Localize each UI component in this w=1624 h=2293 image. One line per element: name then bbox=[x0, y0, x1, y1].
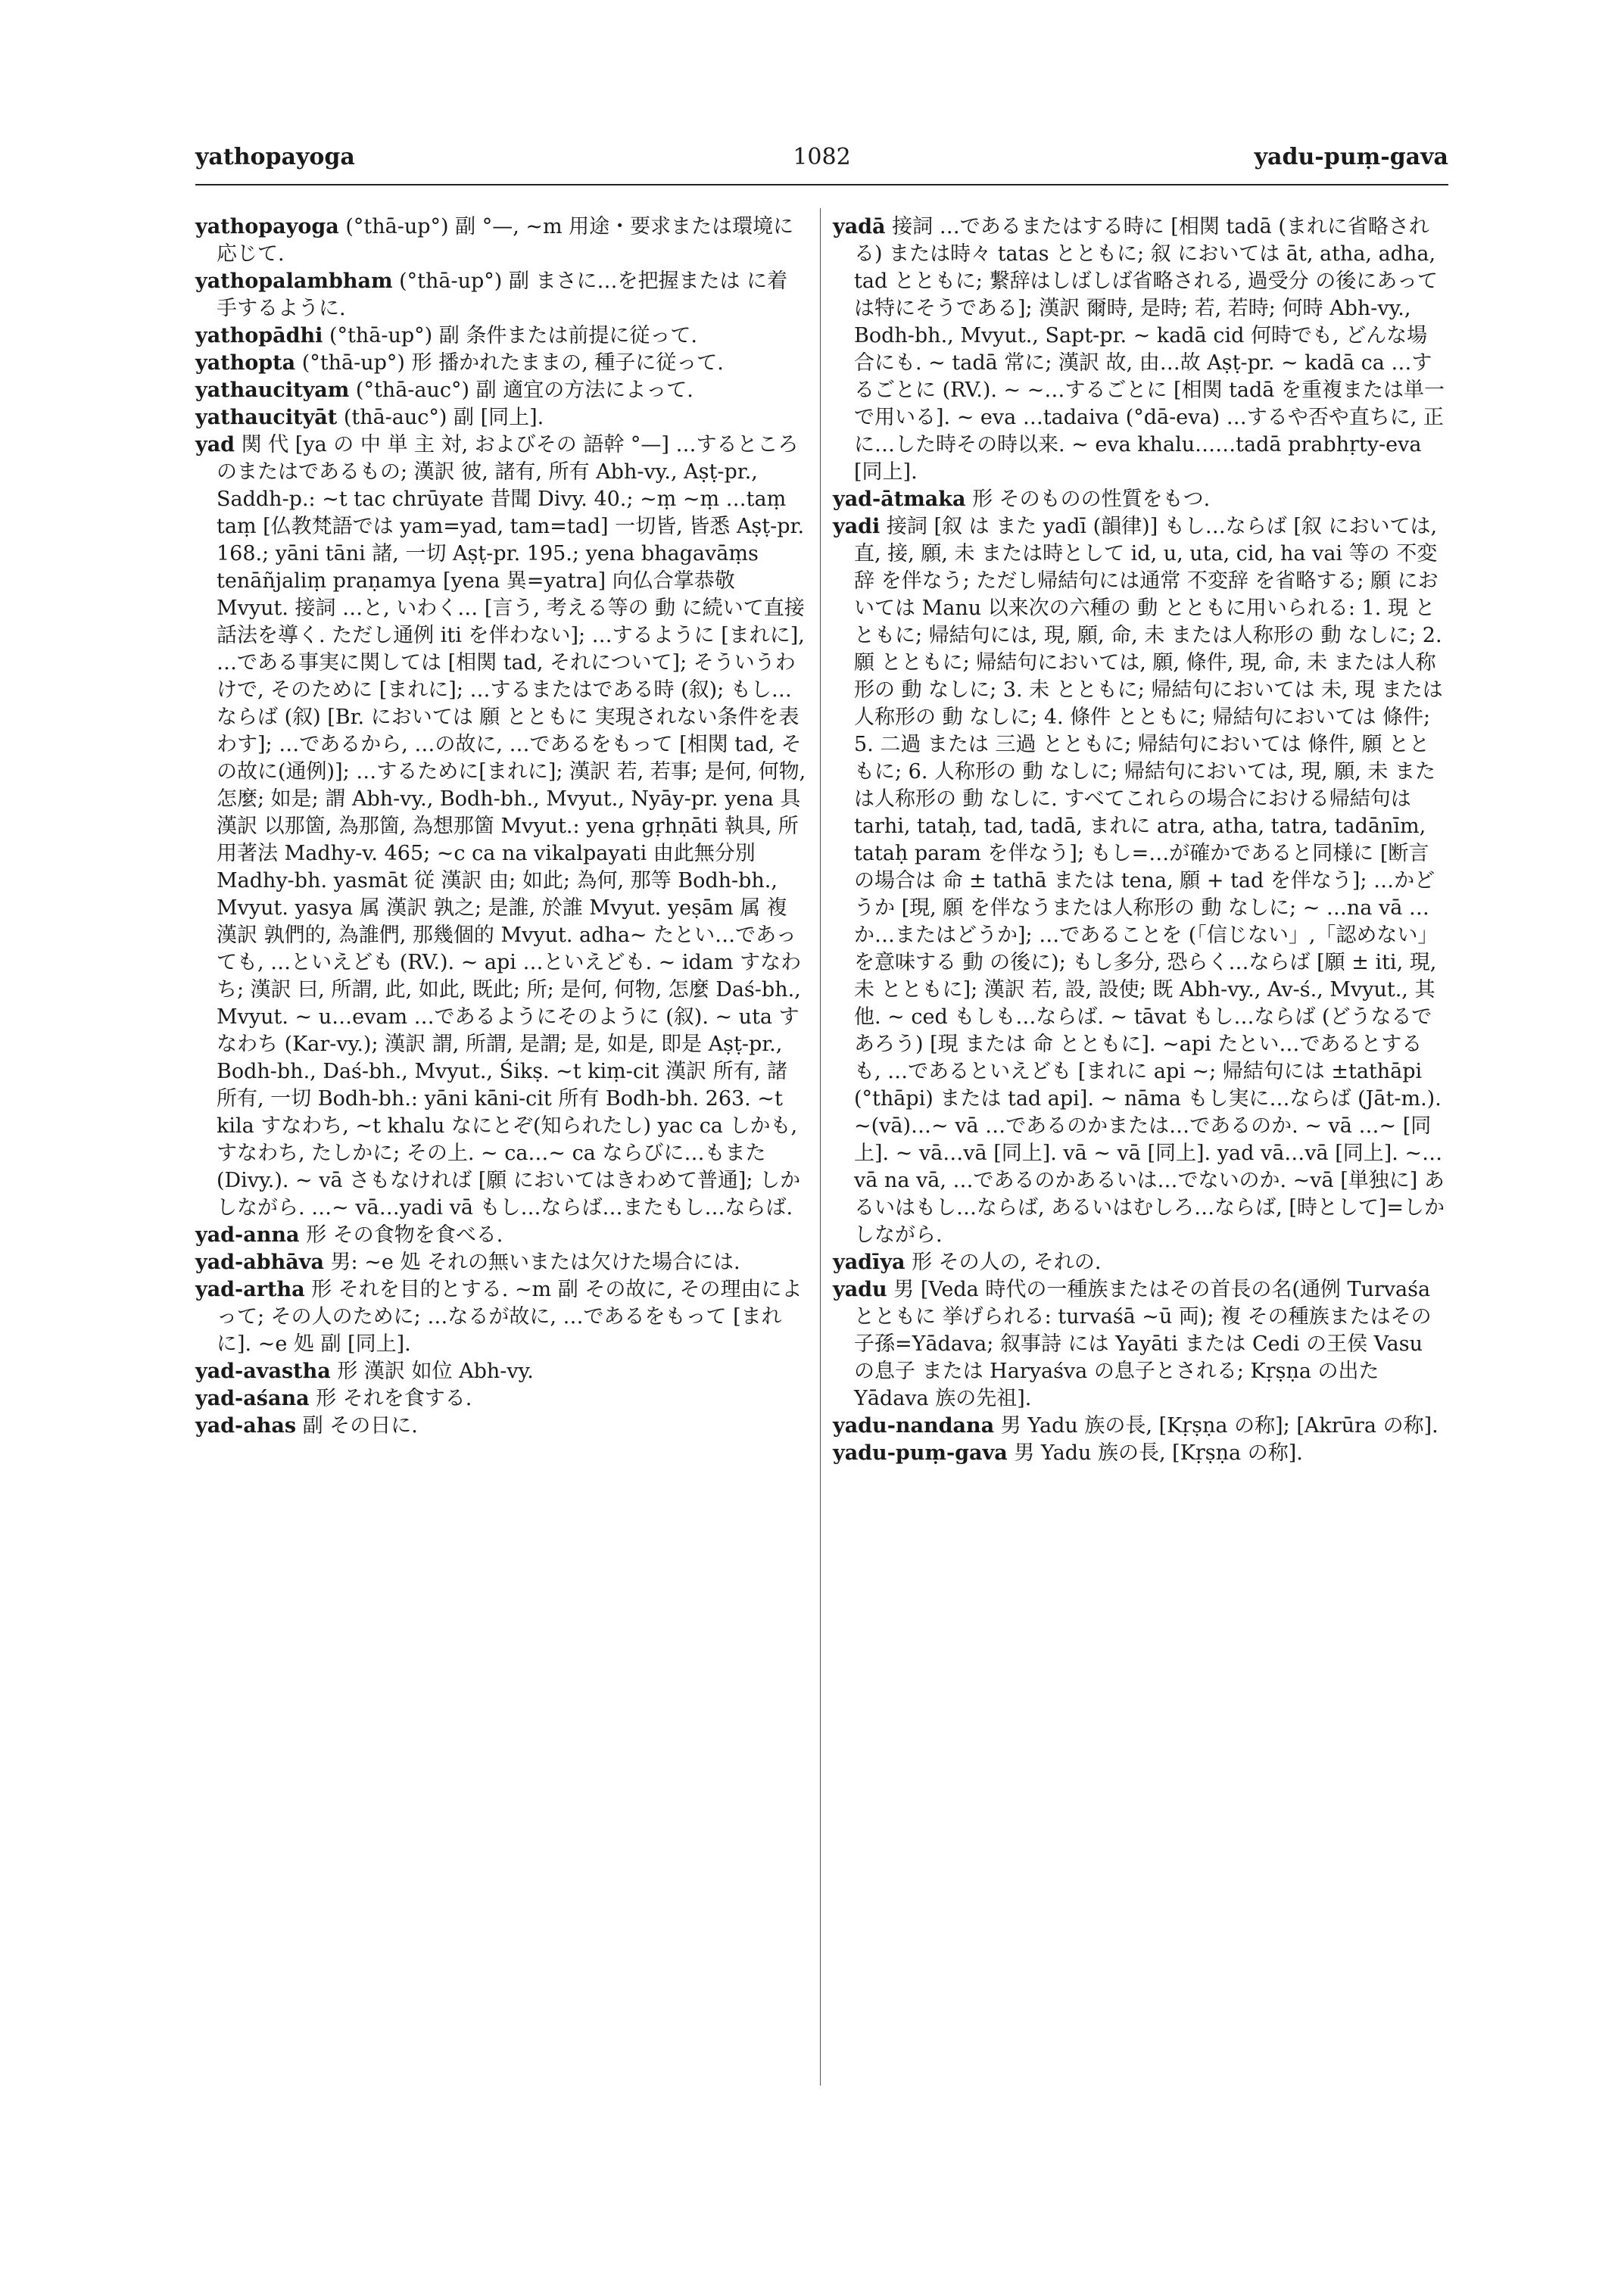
dictionary-entry bbox=[195, 1358, 807, 1385]
right-column bbox=[833, 213, 1448, 1467]
dictionary-entry bbox=[195, 322, 807, 350]
entry-headword: yad-ahas bbox=[195, 1414, 297, 1438]
dictionary-entry bbox=[833, 486, 1448, 513]
entry-definition: 男: ~e 処 それの無いまたは欠けた場合には. bbox=[323, 1251, 740, 1274]
entry-headword: yathaucityam bbox=[195, 379, 350, 402]
entry-definition: 関 代 [ya の 中 単 主 対, およびその 語幹 °—] …するところのまたはであるもの; 漢訳 彼, 諸有, 所有 Abh-vy., Aṣṭ-pr., Saddh-p.: ~t tac chrūyate 昔聞 Divy. 40.; ~ṃ ~ṃ …taṃ taṃ [仏教梵語では yam=yad, tam=tad] 一切皆, 皆悉 Aṣṭ-pr. 168.; yāni tāni 諸, 一切 Aṣṭ-pr. 195.; yena bhagavāṃs tenāñjaliṃ praṇamya [yena 異=yatra] 向仏合掌恭敬 Mvyut. 接詞 …と, いわく… [言う, 考える等の 動 に続いて直接話法を導く. ただし通例 iti を伴わない]; …するように [まれに], …である事実に関しては [相関 tad, それについて]; そういうわけで, そのために [まれに]; …するまたはである時 (叙); もし…ならば (叙) [Br. においては 願 とともに 実現されない条件を表わす]; …であるから, …の故に, …であるをもって [相関 tad, その故に(通例)]; …するために[まれに]; 漢訳 若, 若事; 是何, 何物, 怎麼; 如是; 謂 Abh-vy., Bodh-bh., Mvyut., Nyāy-pr. yena 具 漢訳 以那箇, 為那箇, 為想那箇 Mvyut.: yena gṛhṇāti 執具, 所用著法 Madhy-v. 465; ~c ca na vikalpayati 由此無分別 Madhy-bh. yasmāt 従 漢訳 由; 如此; 為何, 那等 Bodh-bh., Mvyut. yasya 属 漢訳 孰之; 是誰, 於誰 Mvyut. yeṣām 属 複 漢訳 孰們的, 為誰們, 那幾個的 Mvyut. adha~ たとい…であっても, …といえども (RV.). ~ api …といえども. ~ idam すなわち; 漢訳 曰, 所謂, 此, 如此, 既此; 所; 是何, 何物, 怎麼 Daś-bh., Mvyut. ~ u…evam …であるようにそのように (叙). ~ uta すなわち (Kar-vy.); 漢訳 謂, 所謂, 是謂; 是, 如是, 即是 Aṣṭ-pr., Bodh-bh., Daś-bh., Mvyut., Śikṣ. ~t kiṃ-cit 漢訳 所有, 諸所有, 一切 Bodh-bh.: yāni kāni-cit 所有 Bodh-bh. 263. ~t kila すなわち, ~t khalu なにとぞ(知られたし) yac ca しかも, すなわち, たしかに; その上. ~ ca…~ ca ならびに…もまた (Divy.). ~ vā さもなければ [願 においてはきわめて普通]; しかしながら. …~ vā…yadi vā もし…ならば…またもし…ならば. bbox=[217, 433, 806, 1220]
entry-headword: yadā bbox=[833, 215, 886, 238]
entry-headword: yathopta bbox=[195, 351, 296, 375]
dictionary-entry bbox=[195, 1249, 807, 1276]
entry-definition: (°thā-up°) 形 播かれたままの, 種子に従って. bbox=[295, 351, 724, 375]
dictionary-entry bbox=[195, 1385, 807, 1413]
entry-definition: (thā-auc°) 副 [同上]. bbox=[337, 406, 544, 429]
entry-headword: yathopalambham bbox=[195, 269, 393, 293]
entry-headword: yathopādhi bbox=[195, 324, 323, 347]
entry-definition: 接詞 [叙 は また yadī (韻律)] もし…ならば [叙 においては, 直, 接, 願, 未 または時として id, u, uta, cid, ha vai 等の 不変辞 を伴なう; ただし帰結句には通常 不変辞 を省略する; 願 においては Manu 以来次の六種の 動 とともに用いられる: 1. 現 とともに; 帰結句には, 現, 願, 命, 未 または人称形の 動 なしに; 2. 願 とともに; 帰結句においては, 願, 條件, 現, 命, 未 または人称形の 動 なしに; 3. 未 とともに; 帰結句においては 未, 現 または人称形の 動 なしに; 4. 條件 とともに; 帰結句においては 條件; 5. 二過 または 三過 とともに; 帰結句においては 條件, 願 とともに; 6. 人称形の 動 なしに; 帰結句においては, 現, 願, 未 または人称形の 動 なしに. すべてこれらの場合における帰結句は tarhi, tataḥ, tad, tadā, まれに atra, atha, tatra, tadānīm, tataḥ param を伴なう]; もし=…が確かであると同様に [断言の場合は 命 ± tathā または tena, 願 + tad を伴なう]; …かどうか [現, 願 を伴なうまたは人称形の 動 なしに; ~ …na vā …か…またはどうか]; …であることを (「信じない」,「認めない」を意味する 動 の後に); もし多分, 恐らく…ならば [願 ± iti, 現, 未 とともに]; 漢訳 若, 設, 設使; 既 Abh-vy., Av-ś., Mvyut., 其他. ~ ced もしも…ならば. ~ tāvat もし…ならば (どうなるであろう) [現 または 命 とともに]. ~api たとい…であるとするも, …であるといえども [まれに api ~; 帰結句には ±tathāpi (°thāpi) または tad api]. ~ nāma もし実に…ならば (Jāt-m.). ~(vā)…~ vā …であるのかまたは…であるのか. ~ vā …~ [同上]. ~ vā…vā [同上]. vā ~ vā [同上]. yad vā…vā [同上]. ~…vā na vā, …であるのかあるいは…でないのか. ~vā [単独に] あるいはもし…ならば, あるいはむしろ…ならば, [時として]=しかしながら. bbox=[854, 515, 1445, 1247]
entry-headword: yadu bbox=[833, 1278, 887, 1301]
dictionary-entry bbox=[195, 431, 807, 1222]
entry-headword: yathaucityāt bbox=[195, 406, 338, 429]
dictionary-entry bbox=[833, 1276, 1448, 1413]
entry-definition: (°thā-up°) 副 条件または前提に従って. bbox=[323, 324, 697, 347]
dictionary-entry bbox=[195, 377, 807, 404]
dictionary-entry bbox=[195, 350, 807, 377]
page-number: 1082 bbox=[793, 144, 851, 170]
entry-definition: 形 それを食する. bbox=[309, 1387, 472, 1410]
entry-headword: yadu-nandana bbox=[833, 1414, 995, 1438]
entry-headword: yad-anna bbox=[195, 1223, 300, 1247]
entry-headword: yad-abhāva bbox=[195, 1251, 324, 1274]
entry-definition: 副 その日に. bbox=[296, 1414, 418, 1438]
dictionary-entry bbox=[833, 1413, 1448, 1440]
entry-definition: 形 漢訳 如位 Abh-vy. bbox=[330, 1360, 534, 1383]
dictionary-entry bbox=[195, 1276, 807, 1358]
entry-definition: (°thā-up°) 副 まさに…を把握または に着手するように. bbox=[217, 269, 788, 320]
dictionary-entry bbox=[195, 1413, 807, 1440]
entry-headword: yad-avastha bbox=[195, 1360, 331, 1383]
page-header bbox=[195, 144, 1448, 189]
entry-definition: (°thā-up°) 副 °—, ~m 用途・要求または環境に応じて. bbox=[217, 215, 794, 266]
entry-definition: 接詞 …であるまたはする時に [相関 tadā (まれに省略される) または時々 tatas とともに; 叙 においては āt, atha, adha, tad とともに; 繋辞はしばしば省略される, 過受分 の後にあっては特にそうである]; 漢訳 爾時, 是時; 若, 若時; 何時 Abh-vy., Bodh-bh., Mvyut., Sapt-pr. ~ kadā cid 何時でも, どんな場合にも. ~ tadā 常に; 漢訳 故, 由…故 Aṣṭ-pr. ~ kadā ca …するごとに (RV.). ~ ~…するごとに [相関 tadā を重複または単一で用いる]. ~ eva …tadaiva (°dā-eva) …するや否や直ちに, 正に…した時その時以来. ~ eva khalu……tadā prabhṛty-eva [同上]. bbox=[854, 215, 1445, 484]
entry-definition: 男 Yadu 族の長, [Kṛṣṇa の称]. bbox=[1007, 1441, 1303, 1465]
dictionary-entry bbox=[833, 213, 1448, 486]
header-first-headword: yathopayoga bbox=[195, 144, 355, 170]
entry-headword: yad-ātmaka bbox=[833, 488, 966, 511]
entry-definition: 男 [Veda 時代の一種族またはその首長の名(通例 Turvaśa とともに 挙げられる: turvaśā ~ū 両); 複 その種族またはその子孫=Yādava; 叙事詩 には Yayāti または Cedi の王侯 Vasu の息子 または Haryaśva の息子とされる; Kṛṣṇa の出た Yādava 族の先祖]. bbox=[854, 1278, 1432, 1410]
dictionary-entry bbox=[195, 1222, 807, 1249]
entry-headword: yad bbox=[195, 433, 235, 456]
dictionary-entry bbox=[195, 268, 807, 322]
entry-definition: (°thā-auc°) 副 適宜の方法によって. bbox=[349, 379, 694, 402]
entry-definition: 男 Yadu 族の長, [Kṛṣṇa の称]; [Akrūra の称]. bbox=[994, 1414, 1439, 1438]
entry-headword: yadīya bbox=[833, 1251, 906, 1274]
entry-headword: yadi bbox=[833, 515, 881, 538]
header-rule bbox=[195, 184, 1448, 185]
dictionary-entry bbox=[195, 213, 807, 268]
entry-headword: yadu-puṃ-gava bbox=[833, 1441, 1008, 1465]
entry-headword: yathopayoga bbox=[195, 215, 339, 238]
entry-headword: yad-aśana bbox=[195, 1387, 310, 1410]
dictionary-entry bbox=[195, 404, 807, 431]
dictionary-entry bbox=[833, 513, 1448, 1249]
entry-definition: 形 その食物を食べる. bbox=[299, 1223, 503, 1247]
entry-definition: 形 それを目的とする. ~m 副 その故に, その理由によって; その人のために; …なるが故に, …であるをもって [まれに]. ~e 処 副 [同上]. bbox=[217, 1278, 803, 1356]
column-divider bbox=[820, 208, 821, 2086]
entry-definition: 形 その人の, それの. bbox=[905, 1251, 1102, 1274]
dictionary-entry bbox=[833, 1249, 1448, 1276]
left-column bbox=[195, 213, 807, 1440]
header-last-headword: yadu-puṃ-gava bbox=[1254, 144, 1448, 170]
dictionary-entry bbox=[833, 1440, 1448, 1467]
entry-headword: yad-artha bbox=[195, 1278, 305, 1301]
entry-definition: 形 そのものの性質をもつ. bbox=[965, 488, 1211, 511]
